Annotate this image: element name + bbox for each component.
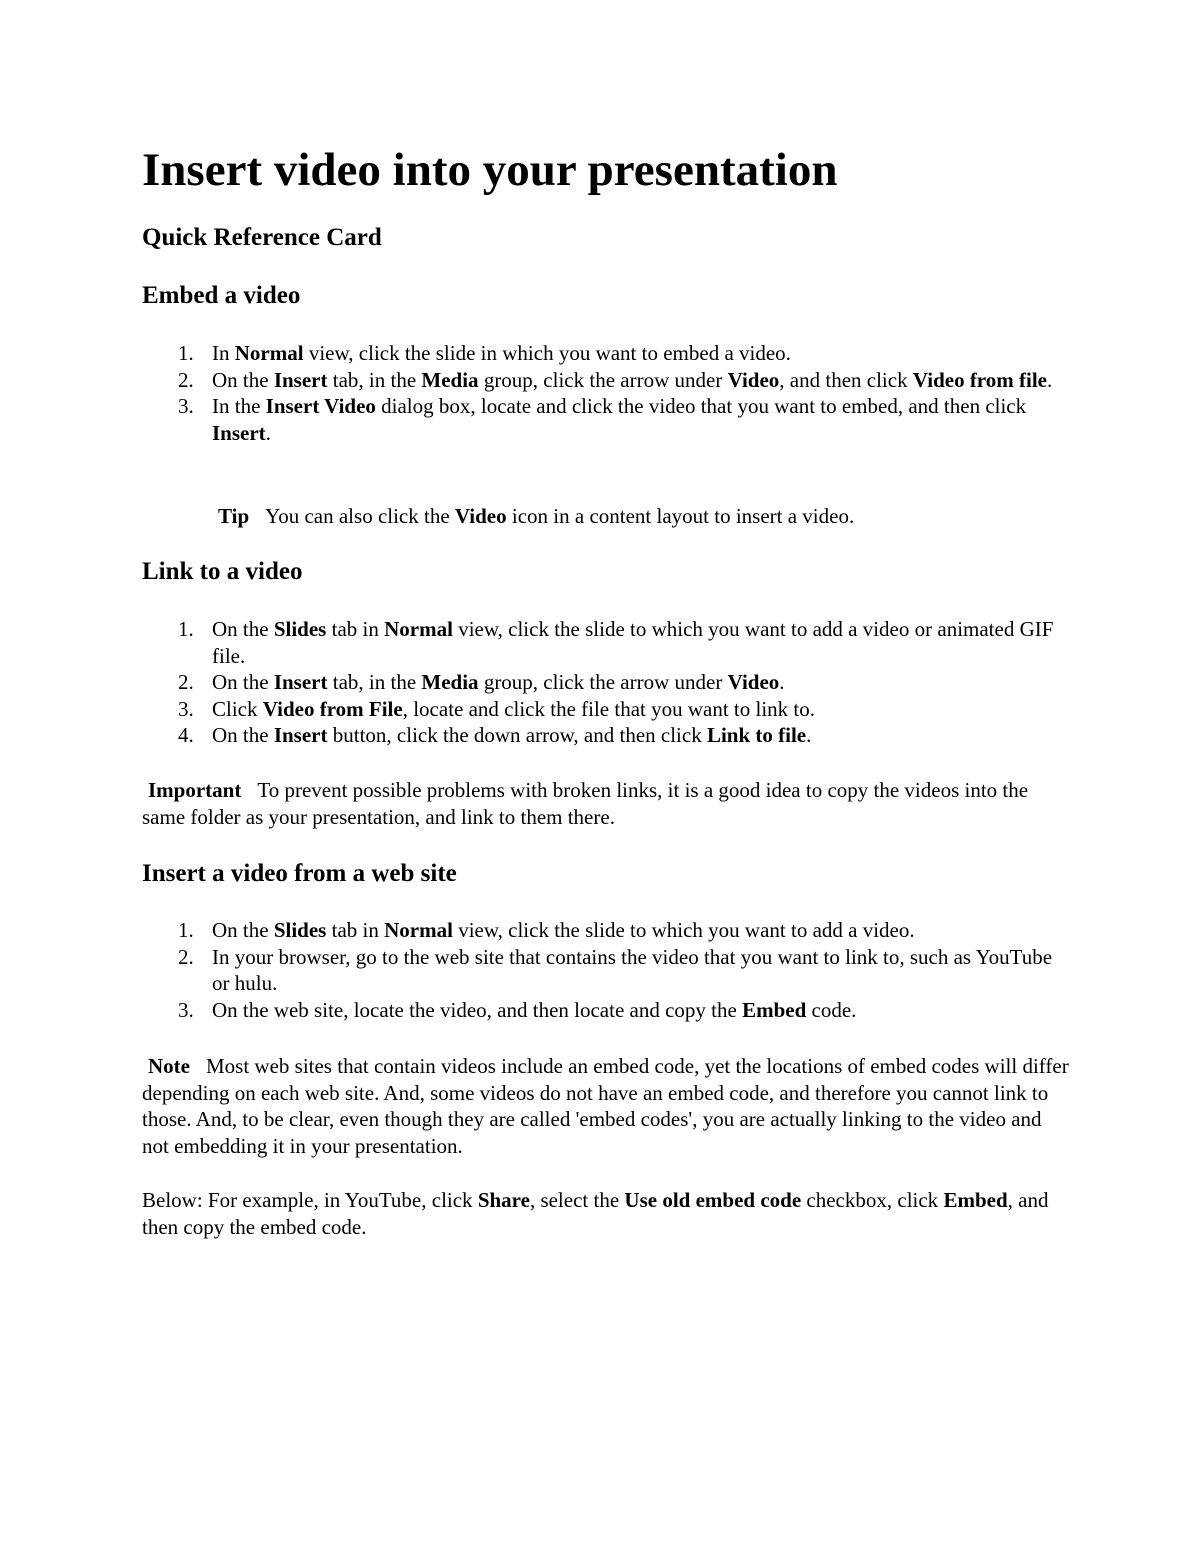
note-label: Note [148,1054,190,1078]
step-number: 1. [178,918,194,942]
link-steps-list [142,616,1072,749]
example-paragraph: Below: For example, in YouTube, click Share, select the Use old embed code checkbox, click Embed, and then copy the embed code. [142,1188,1049,1239]
step-number: 1. [178,617,194,641]
step-number: 3. [178,394,194,418]
step-number: 4. [178,723,194,747]
step-number: 3. [178,997,194,1022]
list-item: 4. On the Insert button, click the down arrow, and then click Link to file. [178,723,812,747]
embed-steps-list [142,340,1072,446]
list-item: 2. On the Insert tab, in the Media group, click the arrow under Video. [178,670,785,694]
list-item: 3. Click Video from File, locate and click the file that you want to link to. [178,696,816,721]
web-section-heading: Insert a video from a web site [142,860,457,887]
list-item: 3. On the web site, locate the video, and then locate and copy the Embed code. [178,997,857,1022]
list-item: 1. In Normal view, click the slide in which you want to embed a video. [178,341,791,365]
web-steps-list [142,917,1072,1023]
embed-section-heading: Embed a video [142,282,301,309]
list-item: 3. In the Insert Video dialog box, locate and click the video that you want to embed, and then click Insert. [178,394,1027,445]
step-number: 2. [178,367,194,392]
note-paragraph: Note Most web sites that contain videos include an embed code, yet the locations of embed codes will differ depending on each web site. And, some videos do not have an embed code, and therefore you cannot link to those. And, to be clear, even though they are called 'embed codes', you are actually linking to the video and not embedding it in your presentation. [142,1054,1069,1158]
list-item: 1. On the Slides tab in Normal view, click the slide to which you want to add a video. [178,918,915,942]
important-note: Important To prevent possible problems with broken links, it is a good idea to copy the videos into the same folder as your presentation, and link to them there. [142,778,1029,829]
step-number: 2. [178,670,194,694]
list-item: 2. In your browser, go to the web site that contains the video that you want to link to, such as YouTube or hulu. [178,944,1053,995]
list-item: 2. On the Insert tab, in the Media group, click the arrow under Video, and then click Video from file. [178,367,1053,392]
link-section-heading: Link to a video [142,558,303,585]
list-item: 1. On the Slides tab in Normal view, click the slide to which you want to add a video or animated GIF file. [178,617,1054,668]
important-label: Important [148,778,242,802]
tip-label: Tip [218,504,250,528]
tip-note: Tip You can also click the Video icon in a content layout to insert a video. [218,504,855,528]
step-number: 3. [178,696,194,721]
step-number: 2. [178,944,194,969]
document-subtitle: Quick Reference Card [142,224,382,251]
document-title: Insert video into your presentation [142,144,838,196]
step-number: 1. [178,341,194,365]
